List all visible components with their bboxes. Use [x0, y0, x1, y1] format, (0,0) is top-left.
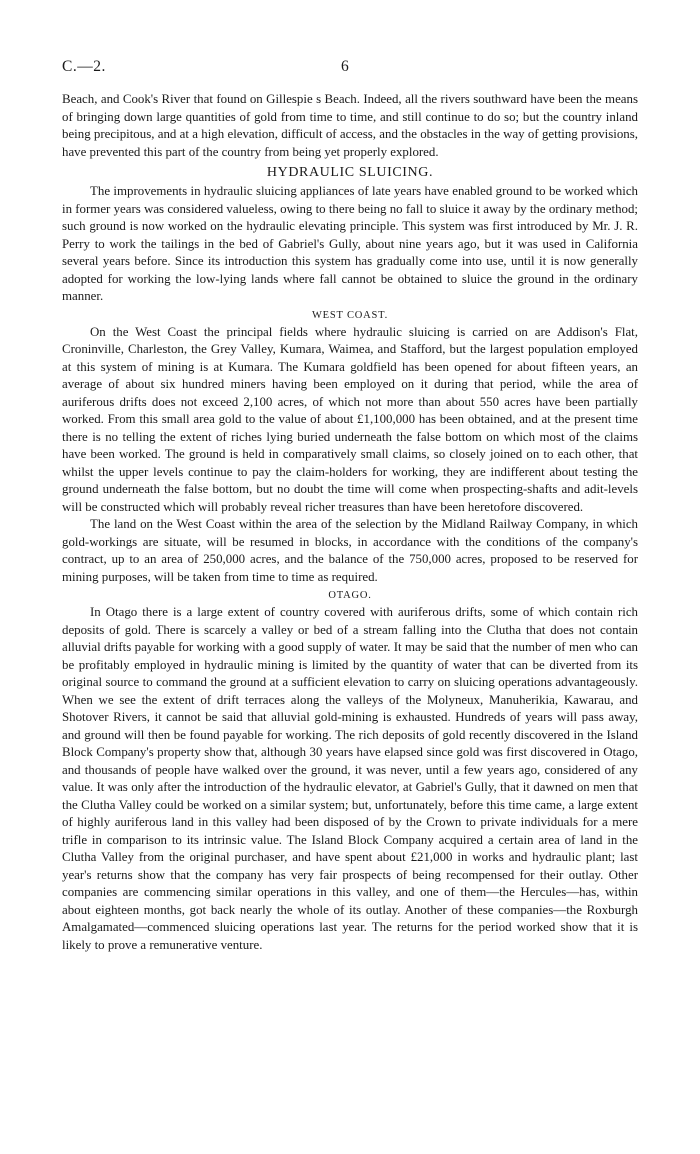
paragraph-otago: In Otago there is a large extent of country covered with auriferous drifts, some of which contain rich deposits of gold. There is scarcely a valley or bed of a stream falling into the Clutha that does not contain alluvial drifts payable for working with a good supply of water. It may be said that the number of men who can be profitably employed in hydraulic mining is limited by the quantity of water that can be diverted from its original source to command the ground at a sufficient elevation to carry on sluicing operations advantageously. When we see the extent of drift terraces along the valleys of the Molyneux, Manuherikia, Kawarau, and Shotover Rivers, it cannot be said that alluvial gold-mining is exhausted. Hundreds of years will pass away, and ground will then be found payable for working. The rich deposits of gold recently discovered in the Island Block Company's property show that, although 30 years have elapsed since gold was first discovered in Otago, and thousands of people have walked over the ground, it was never, until a few years ago, considered of any value. It was only after the introduction of the hydraulic elevator, at Gabriel's Gully, that it dawned on men that the Clutha Valley could be worked on a similar system; but, unfortunately, before this time came, a large extent of highly auriferous land in this valley had been disposed of by the Crown to private individuals for a mere trifle in comparison to its intrinsic value. The Island Block Company acquired a certain area of land in the Clutha Valley from the original purchaser, and have spent about £21,000 in works and hydraulic plant; last year's returns show that the company has very fair prospects of being recompensed for their outlay. Other companies are commencing similar operations in this valley, and one of them—the Hercules—has, within about eighteen months, got back nearly the whole of its outlay. Another of these companies—the Roxburgh Amalgamated—commenced sluicing operations last year. The returns for the period worked show that it is likely to prove a remunerative venture.	[62, 605, 638, 952]
section-heading-hydraulic-sluicing: HYDRAULIC SLUICING.	[266, 165, 434, 180]
paragraph-continued: Beach, and Cook's River that found on Gillespie s Beach. Indeed, all the rivers southward have been the means of bringing down large quantities of gold from time to time, and still continue to do so; but the country inland being precipitous, and at a high elevation, difficult of access, and the obstacles in the way of getting provisions, have prevented this part of the country from being yet properly explored.	[62, 92, 638, 159]
subheading-west-coast: WEST COAST.	[311, 309, 389, 321]
subheading-otago: OTAGO.	[328, 590, 372, 601]
paragraph-west-coast: On the West Coast the principal fields where hydraulic sluicing is carried on are Addison's Flat, Croninville, Charleston, the Grey Valley, Kumara, Waimea, and Stafford, but the largest population employed at this system of mining is at Kumara. The Kumara goldfield has been opened for about fifteen years, an average of about six hundred miners having been employed on it during that period, while the area of auriferous drifts does not exceed 2,100 acres, of which not more than about 550 acres have been partially worked. From this small area gold to the value of about £1,100,000 has been obtained, and at the present time there is no telling the extent of riches lying buried underneath the false bottom on which most of the claims have been worked. The ground is held in comparatively small claims, so closely joined on to each other, that whilst the upper levels continue to pay the claim-holders for working, they are indifferent about testing the ground underneath the false bottom, but no doubt the time will come when prospecting-shafts and adit-levels will be constructed which will probably reveal richer treasures than have been heretofore discovered.	[62, 324, 638, 514]
paragraph-midland-railway: The land on the West Coast within the area of the selection by the Midland Railway Company, in which gold-workings are situate, will be resumed in blocks, in accordance with the conditions of the company's contract, up to an area of 250,000 acres, and the balance of the 750,000 acres, proposed to be reserved for mining purposes, will be taken from time to time as required.	[62, 517, 638, 584]
page-header	[62, 58, 638, 78]
page-number: 6	[341, 58, 349, 75]
document-reference: C.—2.	[62, 58, 106, 75]
paragraph-hydraulic-sluicing: The improvements in hydraulic sluicing appliances of late years have enabled ground to be worked which in former years was considered valueless, owing to there being no fall to sluice it away by the ordinary method; such ground is now worked on the hydraulic elevating principle. This system was first introduced by Mr. J. R. Perry to work the tailings in the bed of Gabriel's Gully, about nine years ago, but it was used in California several years before. Since its introduction this system has gradually come into use, until it is now generally adopted for working the low-lying lands where fall cannot be obtained to sluice the ground in the ordinary manner.	[62, 184, 638, 303]
page-body	[62, 91, 638, 954]
